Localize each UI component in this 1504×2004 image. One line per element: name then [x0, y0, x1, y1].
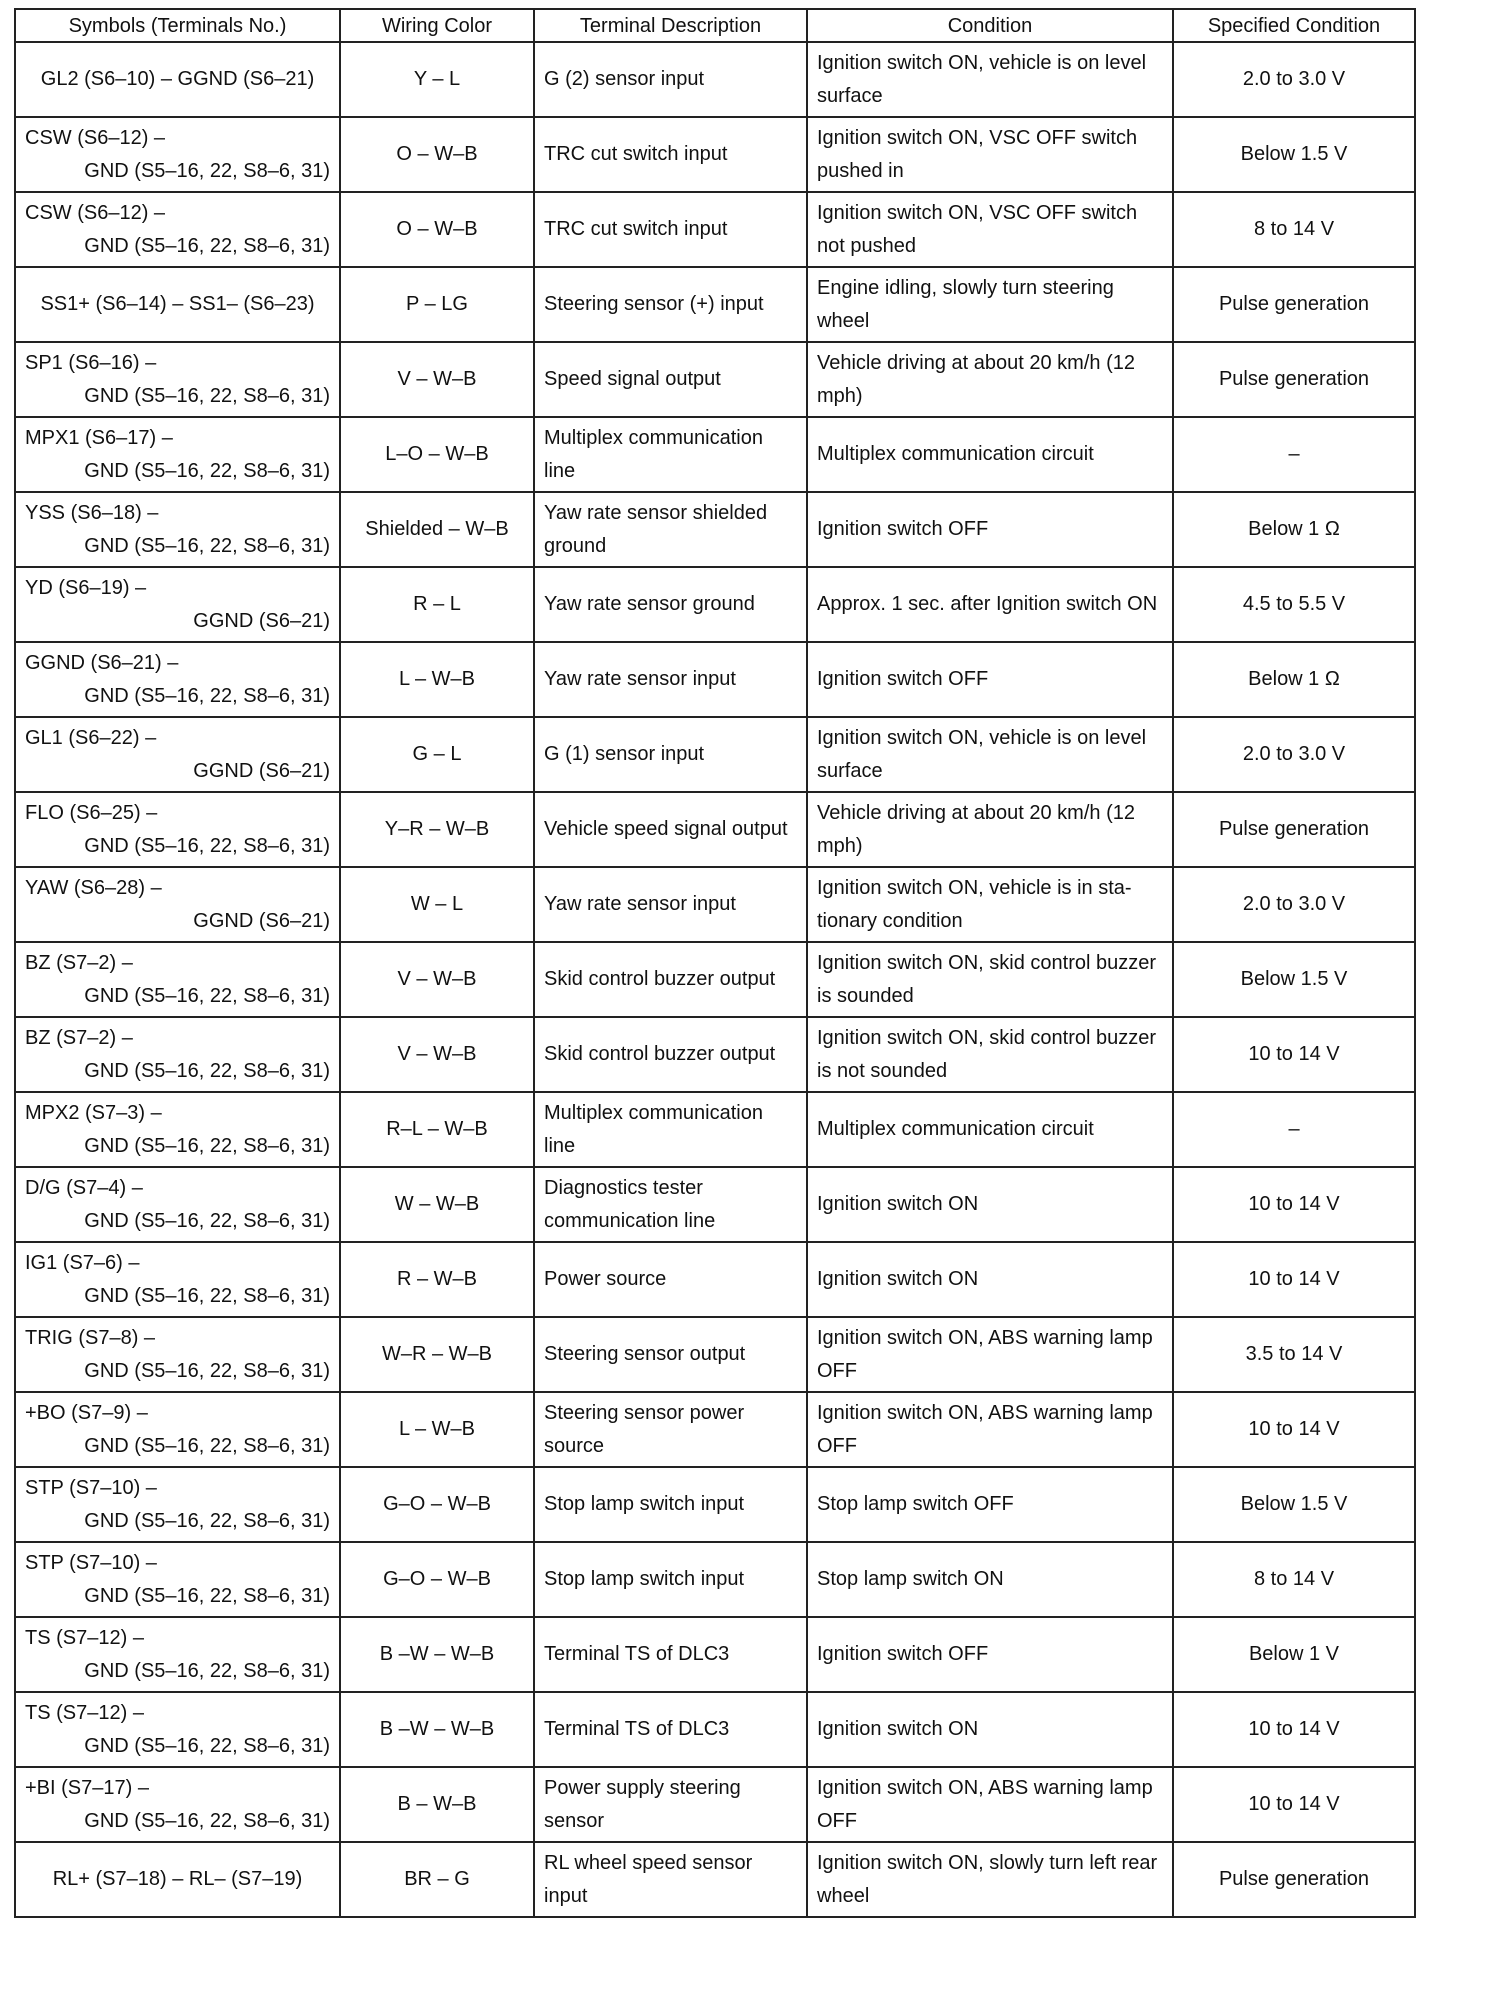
header-symbols: Symbols (Terminals No.) [15, 9, 340, 42]
cell-terminal-description: Yaw rate sensor input [534, 642, 807, 717]
cell-terminal-description: Steering sensor output [534, 1317, 807, 1392]
cell-symbol [15, 717, 340, 792]
cell-symbol [15, 1467, 340, 1542]
cell-wiring-color: Shielded – W–B [340, 492, 534, 567]
cell-wiring-color: W – L [340, 867, 534, 942]
symbol-ground: GND (S5–16, 22, S8–6, 31) [84, 684, 330, 707]
cell-specified-condition: Pulse generation [1173, 792, 1415, 867]
cell-specified-condition: Below 1 Ω [1173, 642, 1415, 717]
cell-specified-condition: 4.5 to 5.5 V [1173, 567, 1415, 642]
table-row [15, 417, 1415, 492]
table-row [15, 1167, 1415, 1242]
cell-symbol [15, 42, 340, 117]
cell-condition: Engine idling, slowly turn steering wheel [807, 267, 1173, 342]
cell-condition: Ignition switch OFF [807, 642, 1173, 717]
cell-symbol [15, 642, 340, 717]
cell-symbol [15, 1767, 340, 1842]
symbol-terminal: YD (S6–19) – [25, 576, 147, 599]
table-row [15, 1392, 1415, 1467]
cell-symbol [15, 867, 340, 942]
cell-symbol [15, 117, 340, 192]
symbol-terminal: GL1 (S6–22) – [25, 726, 157, 749]
table-row [15, 867, 1415, 942]
symbol-ground: GGND (S6–21) [193, 609, 330, 632]
cell-terminal-description: Speed signal output [534, 342, 807, 417]
table-row [15, 267, 1415, 342]
cell-specified-condition: 10 to 14 V [1173, 1242, 1415, 1317]
symbol-terminal: BZ (S7–2) – [25, 951, 133, 974]
table-row [15, 717, 1415, 792]
cell-symbol [15, 417, 340, 492]
symbol-terminal: STP (S7–10) – [25, 1551, 157, 1574]
cell-symbol [15, 1242, 340, 1317]
cell-terminal-description: Yaw rate sensor ground [534, 567, 807, 642]
cell-condition: Ignition switch ON [807, 1167, 1173, 1242]
cell-symbol [15, 942, 340, 1017]
symbol-ground: GND (S5–16, 22, S8–6, 31) [84, 159, 330, 182]
cell-wiring-color: BR – G [340, 1842, 534, 1917]
table-row [15, 1092, 1415, 1167]
table-row [15, 1242, 1415, 1317]
cell-terminal-description: Skid control buzzer output [534, 1017, 807, 1092]
cell-specified-condition: Below 1 Ω [1173, 492, 1415, 567]
cell-symbol [15, 1017, 340, 1092]
symbol-ground: GND (S5–16, 22, S8–6, 31) [84, 234, 330, 257]
symbol-ground: GND (S5–16, 22, S8–6, 31) [84, 1359, 330, 1382]
cell-condition: Stop lamp switch OFF [807, 1467, 1173, 1542]
cell-terminal-description: Steering sensor (+) input [534, 267, 807, 342]
cell-wiring-color: Y – L [340, 42, 534, 117]
cell-condition: Approx. 1 sec. after Ignition switch ON [807, 567, 1173, 642]
symbol-ground: GND (S5–16, 22, S8–6, 31) [84, 1734, 330, 1757]
table-row [15, 492, 1415, 567]
symbol-ground: GND (S5–16, 22, S8–6, 31) [84, 1284, 330, 1307]
table-row [15, 342, 1415, 417]
cell-wiring-color: R – L [340, 567, 534, 642]
symbol-ground: GND (S5–16, 22, S8–6, 31) [84, 384, 330, 407]
header-condition: Condition [807, 9, 1173, 42]
cell-wiring-color: L–O – W–B [340, 417, 534, 492]
symbol-ground: GND (S5–16, 22, S8–6, 31) [84, 1809, 330, 1832]
cell-condition: Ignition switch ON, skid control buzzer is sounded [807, 942, 1173, 1017]
symbol-terminal: SS1+ (S6–14) – SS1– (S6–23) [40, 293, 315, 315]
cell-condition: Ignition switch ON, ABS warning lamp OFF [807, 1317, 1173, 1392]
symbol-ground: GND (S5–16, 22, S8–6, 31) [84, 459, 330, 482]
cell-wiring-color: B – W–B [340, 1767, 534, 1842]
symbol-terminal: CSW (S6–12) – [25, 201, 166, 224]
table-row [15, 1617, 1415, 1692]
cell-specified-condition: 10 to 14 V [1173, 1767, 1415, 1842]
cell-specified-condition: 10 to 14 V [1173, 1017, 1415, 1092]
cell-specified-condition: Below 1.5 V [1173, 117, 1415, 192]
cell-condition: Ignition switch ON [807, 1242, 1173, 1317]
cell-condition: Vehicle driving at about 20 km/h (12 mph) [807, 792, 1173, 867]
cell-specified-condition: Below 1 V [1173, 1617, 1415, 1692]
cell-wiring-color: W–R – W–B [340, 1317, 534, 1392]
cell-terminal-description: Yaw rate sensor shielded ground [534, 492, 807, 567]
cell-terminal-description: G (1) sensor input [534, 717, 807, 792]
cell-specified-condition: 10 to 14 V [1173, 1167, 1415, 1242]
cell-condition: Multiplex communication circuit [807, 1092, 1173, 1167]
cell-wiring-color: V – W–B [340, 942, 534, 1017]
symbol-terminal: SP1 (S6–16) – [25, 351, 157, 374]
cell-specified-condition: Pulse generation [1173, 1842, 1415, 1917]
table-row [15, 1842, 1415, 1917]
cell-condition: Vehicle driving at about 20 km/h (12 mph) [807, 342, 1173, 417]
symbol-ground: GND (S5–16, 22, S8–6, 31) [84, 1509, 330, 1532]
symbol-terminal: +BO (S7–9) – [25, 1401, 148, 1424]
cell-specified-condition: Below 1.5 V [1173, 942, 1415, 1017]
cell-terminal-description: Multiplex communication line [534, 417, 807, 492]
cell-condition: Ignition switch ON, skid control buzzer is not sounded [807, 1017, 1173, 1092]
cell-terminal-description: Power source [534, 1242, 807, 1317]
cell-symbol [15, 1617, 340, 1692]
cell-terminal-description: Vehicle speed signal output [534, 792, 807, 867]
cell-symbol [15, 1317, 340, 1392]
table-body [15, 42, 1415, 1917]
cell-wiring-color: R – W–B [340, 1242, 534, 1317]
cell-symbol [15, 1092, 340, 1167]
symbol-terminal: STP (S7–10) – [25, 1476, 157, 1499]
cell-wiring-color: O – W–B [340, 192, 534, 267]
symbol-terminal: MPX1 (S6–17) – [25, 426, 173, 449]
table-row [15, 942, 1415, 1017]
symbol-terminal: D/G (S7–4) – [25, 1176, 143, 1199]
cell-condition: Ignition switch ON, VSC OFF switch not pushed [807, 192, 1173, 267]
cell-wiring-color: V – W–B [340, 342, 534, 417]
symbol-ground: GND (S5–16, 22, S8–6, 31) [84, 1434, 330, 1457]
cell-wiring-color: W – W–B [340, 1167, 534, 1242]
cell-specified-condition: Pulse generation [1173, 267, 1415, 342]
cell-terminal-description: Multiplex communication line [534, 1092, 807, 1167]
symbol-terminal: +BI (S7–17) – [25, 1776, 149, 1799]
cell-terminal-description: RL wheel speed sensor input [534, 1842, 807, 1917]
cell-specified-condition: 3.5 to 14 V [1173, 1317, 1415, 1392]
cell-wiring-color: V – W–B [340, 1017, 534, 1092]
symbol-terminal: MPX2 (S7–3) – [25, 1101, 162, 1124]
symbol-terminal: RL+ (S7–18) – RL– (S7–19) [52, 1868, 303, 1890]
symbol-ground: GND (S5–16, 22, S8–6, 31) [84, 534, 330, 557]
cell-terminal-description: TRC cut switch input [534, 192, 807, 267]
cell-terminal-description: Power supply steering sensor [534, 1767, 807, 1842]
cell-condition: Ignition switch ON [807, 1692, 1173, 1767]
cell-terminal-description: Yaw rate sensor input [534, 867, 807, 942]
cell-specified-condition: – [1173, 1092, 1415, 1167]
cell-symbol [15, 492, 340, 567]
cell-wiring-color: B –W – W–B [340, 1692, 534, 1767]
cell-symbol [15, 567, 340, 642]
cell-symbol [15, 1542, 340, 1617]
header-wiring-color: Wiring Color [340, 9, 534, 42]
symbol-ground: GND (S5–16, 22, S8–6, 31) [84, 1209, 330, 1232]
cell-condition: Ignition switch ON, ABS warning lamp OFF [807, 1767, 1173, 1842]
cell-symbol [15, 1392, 340, 1467]
cell-condition: Ignition switch OFF [807, 492, 1173, 567]
cell-condition: Ignition switch ON, slowly turn left rear wheel [807, 1842, 1173, 1917]
symbol-terminal: YSS (S6–18) – [25, 501, 159, 524]
table-row [15, 42, 1415, 117]
symbol-terminal: FLO (S6–25) – [25, 801, 158, 824]
table-row [15, 1467, 1415, 1542]
cell-symbol [15, 192, 340, 267]
cell-terminal-description: Steering sensor power source [534, 1392, 807, 1467]
cell-symbol [15, 342, 340, 417]
symbol-terminal: TS (S7–12) – [25, 1701, 144, 1724]
symbol-terminal: TRIG (S7–8) – [25, 1326, 156, 1349]
cell-terminal-description: Stop lamp switch input [534, 1542, 807, 1617]
symbol-terminal: GL2 (S6–10) – GGND (S6–21) [40, 68, 315, 90]
symbol-terminal: GGND (S6–21) – [25, 651, 179, 674]
cell-specified-condition: 10 to 14 V [1173, 1692, 1415, 1767]
cell-wiring-color: B –W – W–B [340, 1617, 534, 1692]
table-row [15, 1767, 1415, 1842]
symbol-ground: GND (S5–16, 22, S8–6, 31) [84, 984, 330, 1007]
cell-symbol [15, 267, 340, 342]
cell-condition: Ignition switch ON, ABS warning lamp OFF [807, 1392, 1173, 1467]
cell-symbol [15, 1842, 340, 1917]
cell-specified-condition: 8 to 14 V [1173, 1542, 1415, 1617]
symbol-terminal: TS (S7–12) – [25, 1626, 144, 1649]
cell-wiring-color: L – W–B [340, 642, 534, 717]
cell-wiring-color: G–O – W–B [340, 1542, 534, 1617]
cell-wiring-color: Y–R – W–B [340, 792, 534, 867]
table-row [15, 567, 1415, 642]
table-row [15, 117, 1415, 192]
table-row [15, 1542, 1415, 1617]
symbol-ground: GND (S5–16, 22, S8–6, 31) [84, 1659, 330, 1682]
symbol-ground: GND (S5–16, 22, S8–6, 31) [84, 1059, 330, 1082]
table-row [15, 642, 1415, 717]
cell-wiring-color: G – L [340, 717, 534, 792]
cell-wiring-color: L – W–B [340, 1392, 534, 1467]
header-terminal-description: Terminal Description [534, 9, 807, 42]
cell-specified-condition: 2.0 to 3.0 V [1173, 867, 1415, 942]
cell-condition: Ignition switch ON, vehicle is on level surface [807, 717, 1173, 792]
cell-terminal-description: Stop lamp switch input [534, 1467, 807, 1542]
header-specified-condition: Specified Condition [1173, 9, 1415, 42]
cell-specified-condition: – [1173, 417, 1415, 492]
cell-condition: Stop lamp switch ON [807, 1542, 1173, 1617]
symbol-terminal: YAW (S6–28) – [25, 876, 162, 899]
header-row [15, 9, 1415, 42]
cell-wiring-color: G–O – W–B [340, 1467, 534, 1542]
cell-terminal-description: Terminal TS of DLC3 [534, 1617, 807, 1692]
cell-condition: Ignition switch ON, vehicle is in sta- tionary condition [807, 867, 1173, 942]
cell-wiring-color: P – LG [340, 267, 534, 342]
table-row [15, 1017, 1415, 1092]
cell-terminal-description: G (2) sensor input [534, 42, 807, 117]
table-row [15, 192, 1415, 267]
table-row [15, 792, 1415, 867]
terminal-table [14, 8, 1416, 1918]
cell-specified-condition: 10 to 14 V [1173, 1392, 1415, 1467]
cell-terminal-description: TRC cut switch input [534, 117, 807, 192]
cell-specified-condition: 2.0 to 3.0 V [1173, 42, 1415, 117]
cell-symbol [15, 792, 340, 867]
symbol-ground: GND (S5–16, 22, S8–6, 31) [84, 1134, 330, 1157]
symbol-terminal: IG1 (S7–6) – [25, 1251, 140, 1274]
cell-symbol [15, 1692, 340, 1767]
cell-wiring-color: O – W–B [340, 117, 534, 192]
symbol-terminal: BZ (S7–2) – [25, 1026, 133, 1049]
symbol-ground: GGND (S6–21) [193, 909, 330, 932]
symbol-terminal: CSW (S6–12) – [25, 126, 166, 149]
table-header [15, 9, 1415, 42]
cell-terminal-description: Skid control buzzer output [534, 942, 807, 1017]
cell-condition: Ignition switch OFF [807, 1617, 1173, 1692]
cell-specified-condition: 8 to 14 V [1173, 192, 1415, 267]
cell-terminal-description: Terminal TS of DLC3 [534, 1692, 807, 1767]
symbol-ground: GGND (S6–21) [193, 759, 330, 782]
cell-wiring-color: R–L – W–B [340, 1092, 534, 1167]
table-row [15, 1692, 1415, 1767]
symbol-ground: GND (S5–16, 22, S8–6, 31) [84, 834, 330, 857]
symbol-ground: GND (S5–16, 22, S8–6, 31) [84, 1584, 330, 1607]
cell-terminal-description: Diagnostics tester communication line [534, 1167, 807, 1242]
cell-symbol [15, 1167, 340, 1242]
table-row [15, 1317, 1415, 1392]
cell-condition: Ignition switch ON, VSC OFF switch pushed in [807, 117, 1173, 192]
cell-condition: Ignition switch ON, vehicle is on level surface [807, 42, 1173, 117]
cell-specified-condition: Below 1.5 V [1173, 1467, 1415, 1542]
cell-condition: Multiplex communication circuit [807, 417, 1173, 492]
cell-specified-condition: Pulse generation [1173, 342, 1415, 417]
cell-specified-condition: 2.0 to 3.0 V [1173, 717, 1415, 792]
